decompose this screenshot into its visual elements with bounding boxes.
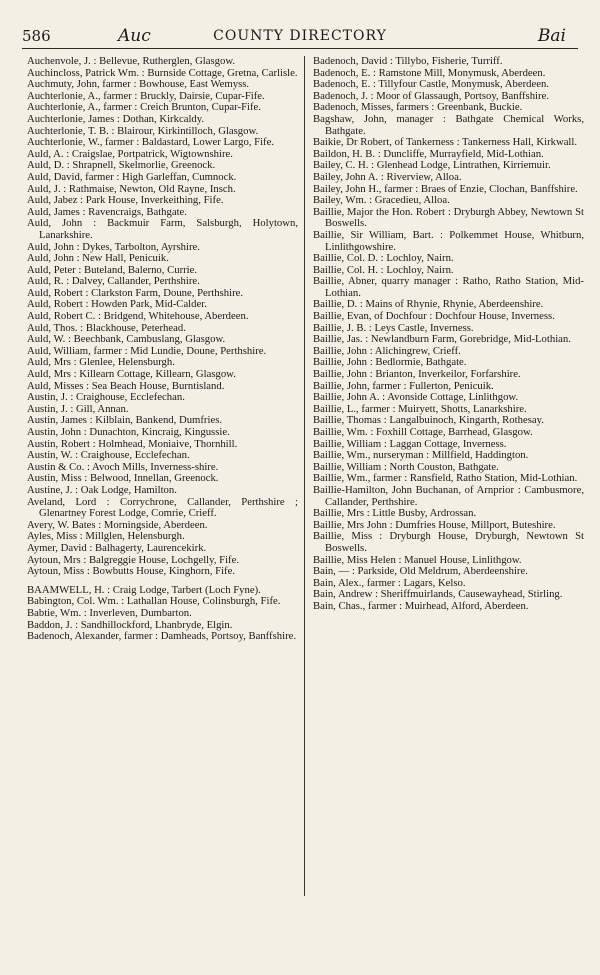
directory-entry: Badenoch, Alexander, farmer : Damheads, Portsoy, Banffshire.: [27, 630, 297, 643]
directory-entry: Baillie, John A. : Avonside Cottage, Linlithgow.: [313, 391, 519, 404]
directory-entry: Baillie, Thomas : Langalbuinoch, Kingarth, Rothesay.: [313, 414, 544, 427]
directory-entry: Austin, Miss : Belwood, Innellan, Greenock.: [27, 472, 219, 485]
directory-entry: Auld, John : Dykes, Tarbolton, Ayrshire.: [27, 240, 200, 253]
directory-entry: Baillie, William : Laggan Cottage, Inverness.: [313, 437, 507, 450]
directory-entry: Baillie, John : Bedlormie, Bathgate.: [313, 356, 467, 369]
directory-entry: Baillie, Col. H. : Lochloy, Nairn.: [313, 263, 454, 276]
directory-entry: Baillie, John, farmer : Fullerton, Penicuik.: [313, 379, 494, 392]
directory-entry: Auchenvole, J. : Bellevue, Rutherglen, Glasgow.: [27, 55, 236, 67]
left-column: [27, 56, 298, 643]
directory-entry: Bailey, C. H. : Glenhead Lodge, Lintrathen, Kirriemuir.: [313, 159, 551, 172]
directory-entry: Baillie, William : North Couston, Bathgate.: [313, 460, 499, 473]
directory-entry: Auld, Mrs : Glenlee, Helensburgh.: [27, 356, 175, 369]
directory-entry: Baillie, L., farmer : Muiryett, Shotts, Lanarkshire.: [313, 402, 527, 415]
directory-entry: Auld, James : Ravencraigs, Bathgate.: [27, 205, 187, 218]
directory-entry: Baillie, Wm., farmer : Ransfield, Ratho Station, Mid-Lothian.: [313, 472, 578, 485]
directory-entry: Austin & Co. : Avoch Mills, Inverness-shire.: [27, 460, 219, 473]
directory-entry: Baillie, John : Alichingrew, Crieff.: [313, 344, 461, 357]
directory-entry: Badenoch, E. : Ramstone Mill, Monymusk, Aberdeen.: [313, 66, 546, 79]
directory-entry: Baillie, Col. D. : Lochloy, Nairn.: [313, 252, 454, 265]
directory-entry: Badenoch, J. : Moor of Glassaugh, Portsoy, Banffshire.: [313, 89, 549, 102]
directory-entry: Baillie, Evan, of Dochfour : Dochfour House, Inverness.: [313, 310, 555, 323]
directory-entry: Bagshaw, John, manager : Bathgate Chemical Works, Bathgate.: [313, 112, 584, 137]
directory-entry: Baillie, Sir William, Bart. : Polkemmet House, Whitburn, Linlithgowshire.: [313, 228, 584, 253]
directory-entry: Austin, John : Dunachton, Kincraig, Kingussie.: [27, 426, 230, 438]
directory-entry: Auld, J. : Rathmaise, Newton, Old Rayne, Insch.: [27, 182, 236, 195]
directory-entry: Austin, J. : Craighouse, Ecclefechan.: [27, 391, 185, 404]
directory-entry: Baillie, Wm., nurseryman : Millfield, Haddington.: [313, 449, 529, 462]
directory-entry: Auld, William, farmer : Mid Lundie, Doune, Perthshire.: [27, 344, 267, 357]
directory-entry: Auchmuty, John, farmer : Bowhouse, East Wemyss.: [27, 78, 250, 91]
directory-entry: Auld, Jabez : Park House, Inverkeithing, Fife.: [27, 194, 224, 207]
directory-entry: Baildon, H. B. : Duncliffe, Murrayfield, Mid-Lothian.: [313, 147, 544, 160]
directory-entry: Aytoun, Miss : Bowbutts House, Kinghorn, Fife.: [27, 565, 236, 578]
directory-entry: Auld, Misses : Sea Beach House, Burntisland.: [27, 379, 225, 392]
directory-entry: Baillie, Miss Helen : Manuel House, Linlithgow.: [313, 553, 522, 566]
directory-entry: Baillie, Miss : Dryburgh House, Dryburgh, Newtown St Boswells.: [313, 530, 584, 554]
right-column: [313, 56, 584, 613]
directory-entry: Baillie, Wm. : Foxhill Cottage, Barrhead, Glasgow.: [313, 426, 533, 438]
directory-entry: Austin, James : Kilblain, Bankend, Dumfries.: [27, 414, 223, 427]
directory-entry: Auld, Robert : Howden Park, Mid-Calder.: [27, 298, 207, 311]
right-catchword: Bai: [537, 26, 566, 46]
directory-entry: Auchterlonie, A., farmer : Creich Brunton, Cupar-Fife.: [27, 101, 261, 114]
directory-entry: Bailey, Wm. : Gracedieu, Alloa.: [313, 194, 450, 207]
directory-entry: Baillie, Mrs : Little Busby, Ardrossan.: [313, 507, 477, 520]
directory-entry: Austin, J. : Gill, Annan.: [27, 402, 129, 415]
directory-entry: Baikie, Dr Robert, of Tankerness : Tankerness Hall, Kirkwall.: [313, 136, 578, 149]
directory-entry: Bailey, John H., farmer : Braes of Enzie, Clochan, Banffshire.: [313, 182, 578, 195]
directory-entry: Aymer, David : Balhagerty, Laurencekirk.: [27, 541, 207, 554]
left-catchword: Auc: [118, 26, 151, 46]
directory-entry: Bain, Andrew : Sheriffmuirlands, Causewayhead, Stirling.: [313, 588, 563, 601]
page-number: 586: [22, 27, 51, 45]
directory-entry: Baillie, John : Brianton, Inverkeilor, Forfarshire.: [313, 368, 521, 381]
directory-entry: Auld, Robert : Clarkston Farm, Doune, Perthshire.: [27, 286, 244, 299]
column-divider: [304, 56, 305, 896]
directory-entry: Auchterlonie, James : Dothan, Kirkcaldy.: [27, 112, 205, 125]
directory-entry: Bailey, John A. : Riverview, Alloa.: [313, 170, 462, 183]
directory-entry: BAAMWELL, H. : Craig Lodge, Tarbert (Loch Fyne).: [27, 583, 261, 596]
directory-entry: Auld, R. : Dalvey, Callander, Perthshire.: [27, 275, 200, 288]
directory-entry: Auld, W. : Beechbank, Cambuslang, Glasgow.: [27, 333, 226, 346]
directory-entry: Auld, John : Backmuir Farm, Salsburgh, Holytown, Lanarkshire.: [27, 217, 298, 241]
directory-entry: Badenoch, David : Tillybo, Fisherie, Turriff.: [313, 55, 503, 67]
directory-entry: Auld, Mrs : Killearn Cottage, Killearn, Glasgow.: [27, 368, 236, 381]
directory-entry: Babtie, Wm. : Inverleven, Dumbarton.: [27, 606, 192, 619]
directory-entry: Baddon, J. : Sandhillockford, Lhanbryde, Elgin.: [27, 618, 233, 631]
directory-entry: Baillie-Hamilton, John Buchanan, of Arnprior : Cambusmore, Callander, Perthshire.: [313, 483, 584, 508]
directory-entry: Baillie, J. B. : Leys Castle, Inverness.: [313, 321, 474, 334]
directory-entry: Baillie, D. : Mains of Rhynie, Rhynie, Aberdeenshire.: [313, 298, 544, 311]
directory-entry: Aytoun, Mrs : Balgreggie House, Lochgelly, Fife.: [27, 553, 240, 566]
directory-entry: Austine, J. : Oak Lodge, Hamilton.: [27, 483, 177, 496]
directory-entry: Baillie, Jas. : Newlandburn Farm, Gorebridge, Mid-Lothian.: [313, 333, 571, 346]
page-title: COUNTY DIRECTORY: [213, 28, 387, 44]
directory-entry: Auchterlonie, T. B. : Blairour, Kirkintilloch, Glasgow.: [27, 124, 259, 137]
directory-entry: Auld, Thos. : Blackhouse, Peterhead.: [27, 321, 186, 334]
directory-entry: Auld, D. : Shrapnell, Skelmorlie, Greenock.: [27, 159, 216, 172]
directory-entry: Badenoch, E. : Tillyfour Castle, Monymusk, Aberdeen.: [313, 78, 549, 91]
directory-entry: Austin, Robert : Holmhead, Moniaive, Thornhill.: [27, 437, 238, 450]
directory-entry: Auld, Robert C. : Bridgend, Whitehouse, Aberdeen.: [27, 310, 249, 323]
directory-entry: Bain, Alex., farmer : Lagars, Kelso.: [313, 576, 466, 589]
directory-entry: Auchterlonie, W., farmer : Baldastard, Lower Largo, Fife.: [27, 136, 275, 149]
directory-entry: Auld, David, farmer : High Garleffan, Cumnock.: [27, 170, 237, 183]
page-header: [22, 26, 578, 49]
directory-entry: Auld, Peter : Buteland, Balerno, Currie.: [27, 263, 198, 276]
directory-entry: Baillie, Abner, quarry manager : Ratho, Ratho Station, Mid-Lothian.: [313, 275, 584, 299]
directory-entry: Auchincloss, Patrick Wm. : Burnside Cottage, Gretna, Carlisle.: [27, 66, 298, 79]
directory-entry: Ayles, Miss : Millglen, Helensburgh.: [27, 530, 185, 543]
directory-entry: Avery, W. Bates : Morningside, Aberdeen.: [27, 518, 208, 531]
directory-entry: Austin, W. : Craighouse, Ecclefechan.: [27, 449, 190, 462]
directory-entry: Auld, John : New Hall, Penicuik.: [27, 252, 169, 265]
directory-entry: Bain, Chas., farmer : Muirhead, Alford, Aberdeen.: [313, 599, 529, 612]
directory-entry: Auchterlonie, A., farmer : Bruckly, Dairsie, Cupar-Fife.: [27, 89, 265, 102]
directory-entry: Aveland, Lord : Corrychrone, Callander, Perthshire ; Glenartney Forest Lodge, Comrie, Crieff.: [27, 495, 298, 520]
directory-entry: Auld, A. : Craigslae, Portpatrick, Wigtownshire.: [27, 147, 233, 160]
directory-entry: Bain, — : Parkside, Old Meldrum, Aberdeenshire.: [313, 565, 528, 578]
directory-entry: Baillie, Major the Hon. Robert : Dryburgh Abbey, Newtown St Boswells.: [313, 205, 584, 230]
directory-entry: Baillie, Mrs John : Dumfries House, Millport, Buteshire.: [313, 518, 556, 531]
directory-entry: Badenoch, Misses, farmers : Greenbank, Buckie.: [313, 101, 523, 114]
directory-entry: Babington, Col. Wm. : Lathallan House, Colinsburgh, Fife.: [27, 595, 281, 608]
